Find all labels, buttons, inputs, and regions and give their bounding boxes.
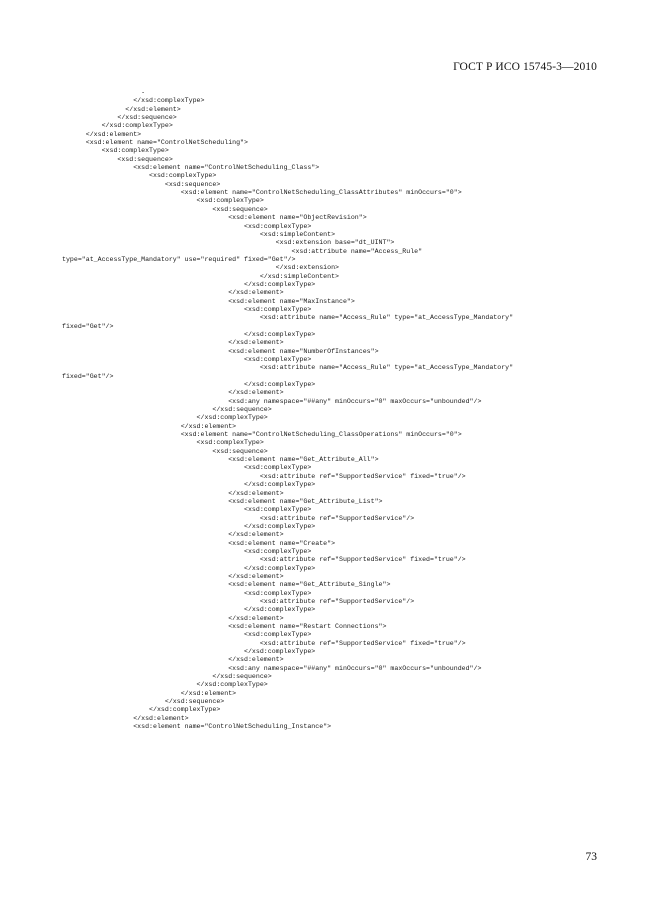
code-line: </xsd:complexType> xyxy=(62,481,316,489)
code-line: <xsd:complexType> xyxy=(62,197,264,205)
code-line: <xsd:element name="ObjectRevision"> xyxy=(62,214,367,222)
page-header-standard-code: ГОСТ Р ИСО 15745-3—2010 xyxy=(453,61,597,73)
code-line: </xsd:element> xyxy=(62,489,284,497)
code-line: </xsd:complexType> xyxy=(62,648,316,656)
code-line: </xsd:element> xyxy=(62,656,284,664)
code-line: <xsd:element name="Get_Attribute_List"> xyxy=(62,497,383,505)
code-line: <xsd:any namespace="##any" minOccurs="0" maxOccurs="unbounded"/> xyxy=(62,397,482,405)
code-line: </xsd:complexType> xyxy=(62,381,316,389)
code-line: </xsd:element> xyxy=(62,614,284,622)
xsd-code-listing xyxy=(62,89,622,731)
code-line: </xsd:element> xyxy=(62,422,237,430)
code-line: <xsd:sequence> xyxy=(62,205,268,213)
code-line: <xsd:any namespace="##any" minOccurs="0" maxOccurs="unbounded"/> xyxy=(62,664,482,672)
code-line: </xsd:complexType> xyxy=(62,681,268,689)
code-line: <xsd:attribute name="Access_Rule" type="at_AccessType_Mandatory" xyxy=(62,364,514,372)
code-line: - xyxy=(62,89,146,96)
code-line: <xsd:attribute name="Access_Rule" type="at_AccessType_Mandatory" xyxy=(62,314,514,322)
code-line: </xsd:complexType> xyxy=(62,280,316,288)
code-line: </xsd:complexType> xyxy=(62,706,221,714)
code-line: <xsd:sequence> xyxy=(62,155,173,163)
code-line: </xsd:element> xyxy=(62,689,237,697)
code-line: <xsd:complexType> xyxy=(62,589,312,597)
code-line: <xsd:extension base="dt_UINT"> xyxy=(62,239,395,247)
code-line: </xsd:simpleContent> xyxy=(62,272,339,280)
code-line: </xsd:complexType> xyxy=(62,122,173,130)
code-line: <xsd:element name="ControlNetScheduling_Class"> xyxy=(62,164,320,172)
code-line: <xsd:sequence> xyxy=(62,180,221,188)
code-line: <xsd:attribute ref="SupportedService" fixed="true"/> xyxy=(62,556,466,564)
code-line: <xsd:sequence> xyxy=(62,447,268,455)
code-line: </xsd:sequence> xyxy=(62,406,272,414)
code-line: <xsd:element name="ControlNetScheduling_ClassAttributes" minOccurs="0"> xyxy=(62,189,462,197)
code-line: <xsd:element name="Get_Attribute_All"> xyxy=(62,456,379,464)
code-line: <xsd:element name="ControlNetScheduling"> xyxy=(62,139,248,147)
code-line: </xsd:element> xyxy=(62,105,181,113)
code-line: </xsd:element> xyxy=(62,130,142,138)
code-line: </xsd:element> xyxy=(62,339,284,347)
page-number: 73 xyxy=(585,851,597,863)
code-line: <xsd:element name="ControlNetScheduling_ClassOperations" minOccurs="0"> xyxy=(62,431,462,439)
code-line: </xsd:complexType> xyxy=(62,414,268,422)
code-line: <xsd:attribute ref="SupportedService" fixed="true"/> xyxy=(62,472,466,480)
code-line: <xsd:attribute name="Access_Rule" xyxy=(62,247,423,255)
code-line: <xsd:element name="Create"> xyxy=(62,539,336,547)
code-line: fixed="Get"/> xyxy=(62,322,114,330)
code-line: <xsd:simpleContent> xyxy=(62,230,336,238)
code-line: </xsd:element> xyxy=(62,289,284,297)
code-line: <xsd:complexType> xyxy=(62,147,169,155)
code-line: <xsd:element name="ControlNetScheduling_Instance"> xyxy=(62,723,332,731)
code-line: <xsd:complexType> xyxy=(62,222,312,230)
code-line: <xsd:element name="Get_Attribute_Single"> xyxy=(62,581,391,589)
code-line: <xsd:complexType> xyxy=(62,439,264,447)
code-line: <xsd:complexType> xyxy=(62,305,312,313)
code-line: <xsd:complexType> xyxy=(62,547,312,555)
code-line: </xsd:complexType> xyxy=(62,606,316,614)
code-line: </xsd:sequence> xyxy=(62,698,225,706)
code-line: </xsd:complexType> xyxy=(62,330,316,338)
code-line: type="at_AccessType_Mandatory" use="required" fixed="Get"/> xyxy=(62,255,296,263)
code-line: <xsd:complexType> xyxy=(62,506,312,514)
code-line: </xsd:element> xyxy=(62,714,189,722)
code-line: <xsd:attribute ref="SupportedService"/> xyxy=(62,514,415,522)
code-line: </xsd:complexType> xyxy=(62,564,316,572)
code-line: <xsd:complexType> xyxy=(62,464,312,472)
code-line: </xsd:extension> xyxy=(62,264,339,272)
code-line: </xsd:sequence> xyxy=(62,114,177,122)
code-line: fixed="Get"/> xyxy=(62,372,114,380)
code-line: <xsd:attribute ref="SupportedService"/> xyxy=(62,597,415,605)
code-line: <xsd:element name="MaxInstance"> xyxy=(62,297,355,305)
code-line: <xsd:element name="Restart Connections"> xyxy=(62,623,387,630)
code-line: <xsd:attribute ref="SupportedService" fixed="true"/> xyxy=(62,639,466,647)
code-line: </xsd:complexType> xyxy=(62,97,205,105)
code-line: </xsd:element> xyxy=(62,389,284,397)
code-line: </xsd:element> xyxy=(62,531,284,539)
code-line: </xsd:complexType> xyxy=(62,522,316,530)
code-line: <xsd:complexType> xyxy=(62,172,217,180)
code-line: <xsd:complexType> xyxy=(62,356,312,363)
code-line: <xsd:element name="NumberOfInstances"> xyxy=(62,347,379,355)
code-line: <xsd:complexType> xyxy=(62,631,312,639)
code-line: </xsd:element> xyxy=(62,572,284,580)
code-line: </xsd:sequence> xyxy=(62,673,272,681)
